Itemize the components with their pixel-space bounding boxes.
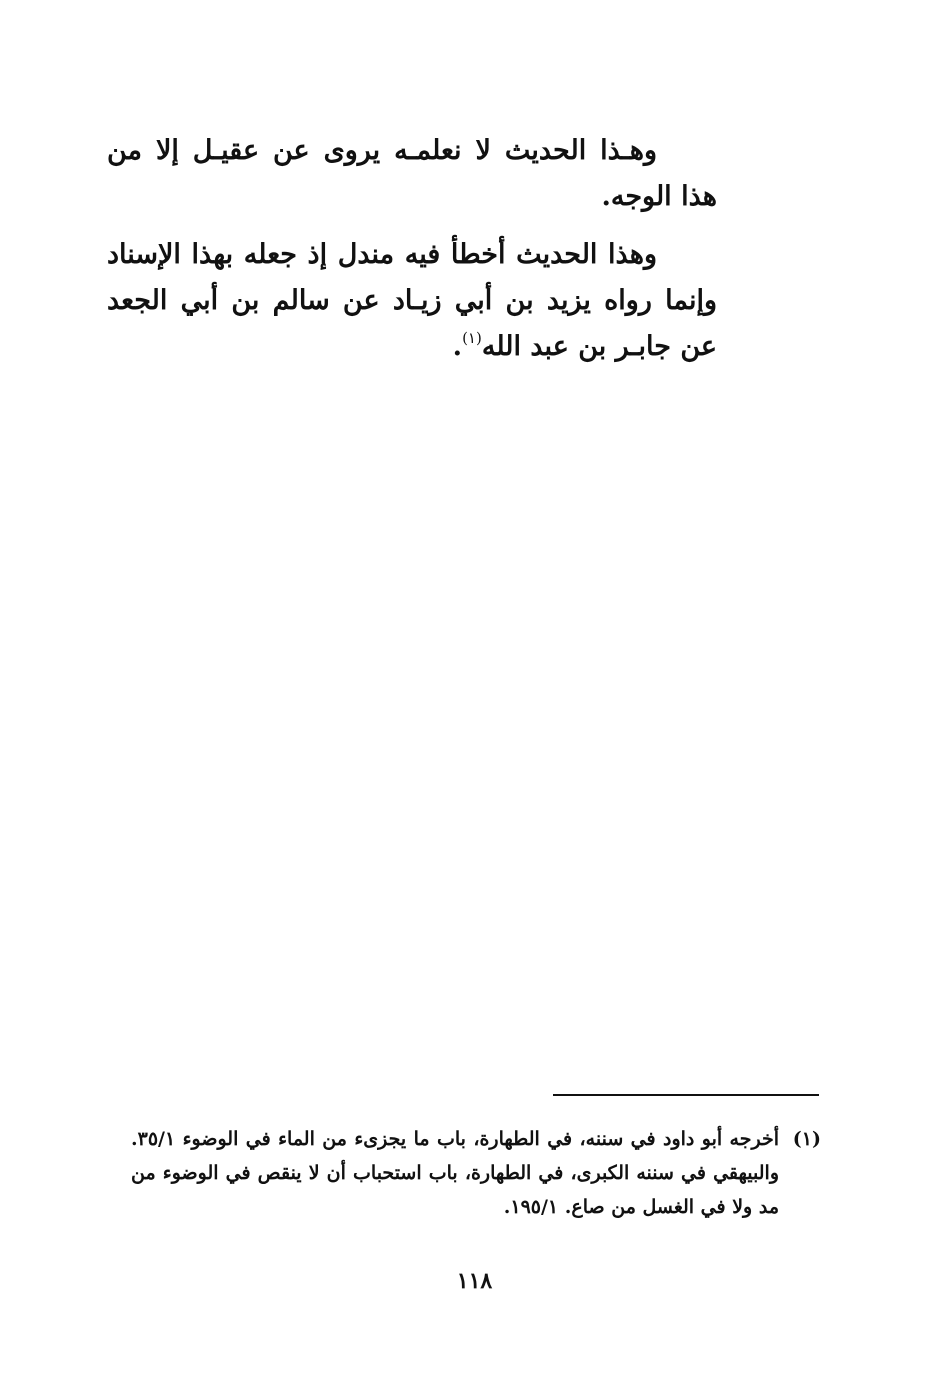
main-text — [107, 128, 717, 370]
footnotes-section — [131, 1122, 821, 1224]
footnote-number: (١) — [792, 1128, 821, 1150]
page-number: ١١٨ — [456, 1268, 493, 1294]
paragraph-1-text: وهـذا الحديث لا نعلمـه يروى عن عقيـل إلا من هذا الوجه. — [107, 135, 717, 212]
paragraph-2-text: وهذا الحديث أخطأ فيه مندل إذ جعله بهذا الإسناد وإنما رواه يزيد بن أبي زيـاد عن سالم بن أبي الجعد عن جابـر بن عبد الله — [107, 239, 717, 362]
paragraph-1 — [107, 128, 717, 220]
footnote-text: أخرجه أبو داود في سننه، في الطهارة، باب ما يجزىء من الماء في الوضوء ٣٥/١. والبيهقي في سننه الكبرى، في الطهارة، باب استحباب أن لا ينقص في الوضوء من مد ولا في الغسل من صاع. ١٩٥/١. — [131, 1128, 779, 1218]
paragraph-2 — [107, 232, 717, 370]
footnote-separator — [553, 1094, 819, 1096]
footnote-reference[interactable]: (١) — [462, 329, 482, 347]
paragraph-2-end: . — [452, 331, 463, 362]
footnote-1 — [131, 1122, 821, 1224]
